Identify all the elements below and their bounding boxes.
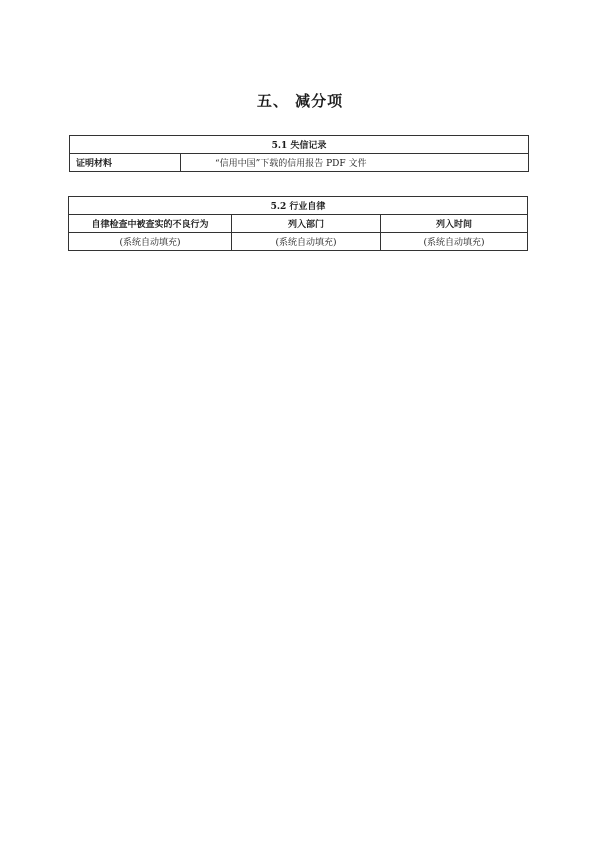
dishonesty-record-table: [69, 135, 529, 172]
table-row: [69, 233, 528, 251]
table-column-headers: [69, 215, 528, 233]
column-header-department: 列入部门: [232, 215, 381, 233]
industry-self-discipline-table: [68, 196, 528, 251]
table-header-row: [69, 197, 528, 215]
cell-time: (系统自动填充): [381, 233, 528, 251]
table-row: [70, 154, 529, 172]
cell-department: (系统自动填充): [232, 233, 381, 251]
page-title: 五、 减分项: [256, 92, 344, 110]
table-header-row: [70, 136, 529, 154]
evidence-material-value: “信用中国”下载的信用报告 PDF 文件: [181, 154, 529, 172]
section-heading-5-1: 5.1 失信记录: [70, 136, 529, 154]
evidence-material-label: 证明材料: [70, 154, 181, 172]
column-header-bad-behavior: 自律检查中被查实的不良行为: [69, 215, 232, 233]
section-heading-5-2: 5.2 行业自律: [69, 197, 528, 215]
cell-bad-behavior: (系统自动填充): [69, 233, 232, 251]
column-header-time: 列入时间: [381, 215, 528, 233]
